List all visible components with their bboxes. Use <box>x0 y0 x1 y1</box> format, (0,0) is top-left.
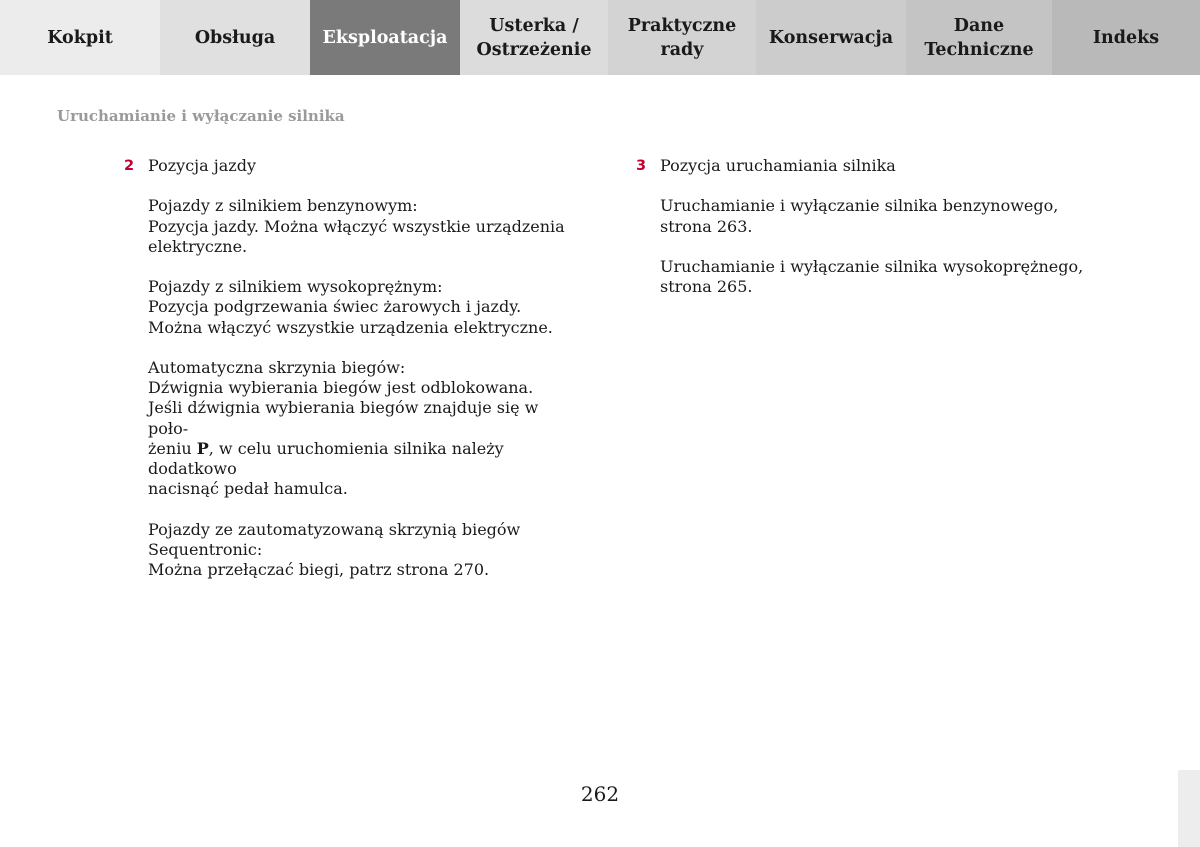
tab-praktyczne-rady[interactable] <box>608 0 756 75</box>
text-line: Automatyczna skrzynia biegów: <box>148 357 406 377</box>
text-line: Pozycja jazdy. Można włączyć wszystkie urządzenia <box>148 216 565 236</box>
text-line: Jeśli dźwignia wybierania biegów znajduje się w poło- <box>148 398 539 438</box>
tab-kokpit[interactable] <box>0 0 160 75</box>
tab-label: Eksploatacja <box>322 27 448 48</box>
tab-label: Dane Techniczne <box>924 15 1034 60</box>
chapter-edge-marker <box>1178 770 1200 847</box>
tab-konserwacja[interactable] <box>756 0 906 75</box>
tab-label: Praktyczne rady <box>627 15 737 60</box>
text-fragment: , w celu uruchomienia silnika należy dodatkowo <box>148 438 504 478</box>
text-line: Można włączyć wszystkie urządzenia elektryczne. <box>148 317 553 337</box>
text-line: Dźwignia wybierania biegów jest odblokowana. <box>148 378 534 398</box>
item-number: 2 <box>124 158 135 174</box>
text-line <box>148 439 574 479</box>
text-line: Uruchamianie i wyłączanie silnika wysokoprężnego, <box>660 256 1084 276</box>
text-line: Pojazdy ze zautomatyzowaną skrzynią biegów <box>148 519 521 539</box>
tab-eksploatacja[interactable] <box>310 0 460 75</box>
tab-obsluga[interactable] <box>160 0 310 75</box>
tab-label: Obsługa <box>194 27 276 48</box>
tab-label: Konserwacja <box>768 27 894 48</box>
text-line: Pozycja podgrzewania świec żarowych i jazdy. <box>148 297 522 317</box>
tab-label: Kokpit <box>47 27 113 48</box>
page-number: 262 <box>580 782 620 806</box>
text-line: Można przełączać biegi, patrz strona 270. <box>148 560 490 579</box>
tab-label: Indeks <box>1092 27 1160 48</box>
tab-usterka-ostrzezenie[interactable] <box>460 0 608 75</box>
left-column <box>124 156 574 580</box>
section-title: Uruchamianie i wyłączanie silnika <box>57 107 345 125</box>
item-title: Pozycja jazdy <box>148 156 256 175</box>
text-line: strona 263. <box>660 216 753 236</box>
tab-dane-techniczne[interactable] <box>906 0 1052 75</box>
text-line: elektryczne. <box>148 236 248 256</box>
text-line: Pojazdy z silnikiem benzynowym: <box>148 196 418 216</box>
paragraph-automatic <box>148 358 574 499</box>
item-number: 3 <box>636 158 647 174</box>
text-line: Sequentronic: <box>148 539 263 559</box>
paragraph-diesel-ref <box>660 257 1086 297</box>
text-line: Pojazdy z silnikiem wysokoprężnym: <box>148 277 443 297</box>
tab-indeks[interactable] <box>1052 0 1200 75</box>
gear-p-label: P <box>196 438 209 458</box>
tab-label: Usterka / Ostrzeżenie <box>476 15 592 60</box>
paragraph-diesel <box>148 277 574 338</box>
chapter-tabs <box>0 0 1200 75</box>
paragraph-sequentronic <box>148 520 574 581</box>
text-fragment: żeniu <box>148 438 197 458</box>
text-line: nacisnąć pedał hamulca. <box>148 479 348 499</box>
item-title: Pozycja uruchamiania silnika <box>660 156 896 175</box>
paragraph-petrol-ref <box>660 196 1086 236</box>
text-line: strona 265. <box>660 277 753 297</box>
text-line: Uruchamianie i wyłączanie silnika benzynowego, <box>660 196 1059 216</box>
right-column <box>636 156 1086 297</box>
item-drive-position <box>124 156 574 580</box>
item-start-position <box>636 156 1086 297</box>
paragraph-petrol <box>148 196 574 257</box>
